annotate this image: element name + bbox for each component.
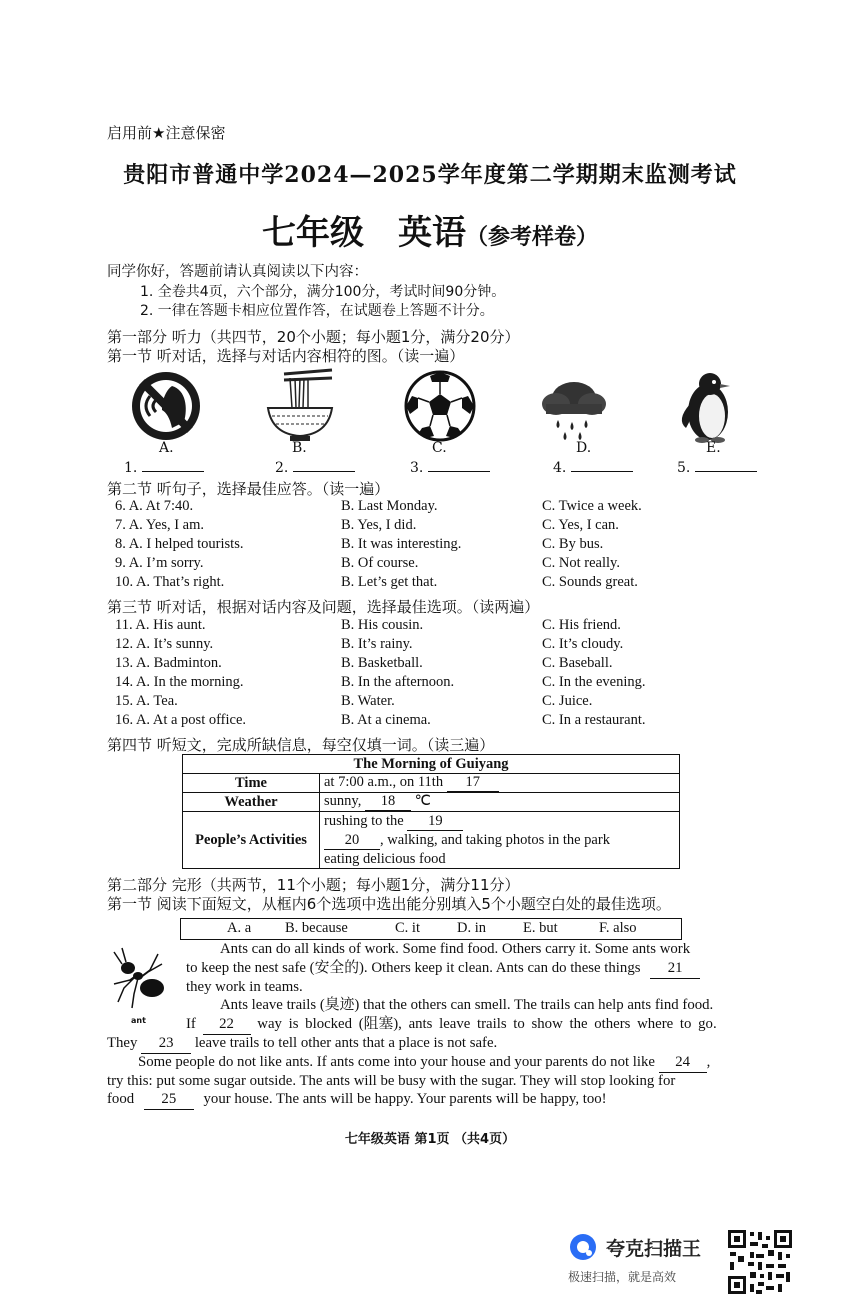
time-label: Time <box>183 774 320 793</box>
option-b: B. Of course. <box>341 555 419 571</box>
table-title: The Morning of Guiyang <box>183 755 680 774</box>
notice-intro: 同学你好，答题前请认真阅读以下内容： <box>107 264 368 280</box>
brand-slogan: 极速扫描，就是高效 <box>568 1270 677 1284</box>
option-b: B. At a cinema. <box>341 712 431 728</box>
blank-20: 20 <box>324 831 380 850</box>
passage-line: to keep the nest safe (安全的). Others keep it clean. Ants can do these things 21 <box>186 959 700 979</box>
option-b: B. Water. <box>341 693 395 709</box>
answer-blank-5 <box>677 457 757 476</box>
option-a: 13. A. Badminton. <box>115 655 222 671</box>
option-c: C. Juice. <box>542 693 593 709</box>
exam-title: 贵阳市普通中学2024—2025学年度第二学期期末监测考试 <box>123 162 737 188</box>
blank-17: 17 <box>447 774 499 792</box>
option: C. it <box>395 920 420 936</box>
ant-caption: ant <box>131 1016 146 1025</box>
pic-label: C. <box>432 440 447 456</box>
brand-name: 夸克扫描王 <box>606 1238 702 1260</box>
time-value: at 7:00 a.m., on 11th 17 <box>320 774 680 793</box>
passage-line: If 22 way is blocked (阻塞), ants leave trails to show the others where to go. <box>186 1015 717 1035</box>
option: D. in <box>457 920 486 936</box>
penguin-icon <box>672 368 748 444</box>
answer-blank-4 <box>553 457 633 476</box>
passage-line: Ants leave trails (臭迹) that the others can smell. The trails can help ants find food. <box>220 997 714 1013</box>
blank-19: 19 <box>407 812 463 831</box>
option-a: 6. A. At 7:40. <box>115 498 194 514</box>
blank-number: 3. <box>410 460 424 476</box>
scanner-watermark <box>568 1232 728 1292</box>
blank-22: 22 <box>203 1015 251 1035</box>
option: A. a <box>227 920 252 936</box>
option-c: C. By bus. <box>542 536 604 552</box>
option-b: B. Last Monday. <box>341 498 438 514</box>
option-b: B. It was interesting. <box>341 536 462 552</box>
info-table <box>182 754 680 869</box>
option-c: C. His friend. <box>542 617 621 633</box>
option-b: B. Basketball. <box>341 655 423 671</box>
option-b: B. Let’s get that. <box>341 574 438 590</box>
sec2-heading: 第二节 听句子，选择最佳应答。（读一遍） <box>107 480 390 498</box>
option: E. but <box>523 920 558 936</box>
option-a: 15. A. Tea. <box>115 693 178 709</box>
subject-note: （参考样卷） <box>465 224 598 250</box>
option-c: C. In a restaurant. <box>542 712 646 728</box>
answer-blank-3 <box>410 457 490 476</box>
option-a: 12. A. It’s sunny. <box>115 636 214 652</box>
blank-18: 18 <box>365 793 411 811</box>
option-a: 7. A. Yes, I am. <box>115 517 205 533</box>
option-c: C. Baseball. <box>542 655 613 671</box>
option-a: 16. A. At a post office. <box>115 712 247 728</box>
notice-item: 1. 全卷共4页，六个部分，满分100分，考试时间90分钟。 <box>140 284 506 300</box>
part1-heading: 第一部分 听力（共四节，20个小题；每小题1分，满分20分） <box>107 328 520 346</box>
option-c: C. Sounds great. <box>542 574 638 590</box>
qr-code-icon <box>726 1228 794 1296</box>
pic-label: D. <box>576 440 592 456</box>
page-footer: 七年级英语 第1页 （共4页） <box>344 1132 516 1147</box>
blank-23: 23 <box>141 1034 191 1054</box>
option: B. because <box>285 920 348 936</box>
rain-cloud-icon <box>536 368 612 444</box>
ant-illustration <box>108 946 170 1010</box>
option: F. also <box>599 920 637 936</box>
part2-heading: 第二部分 完形（共两节，11个小题；每小题1分，满分11分） <box>107 876 520 894</box>
option-b: B. In the afternoon. <box>341 674 455 690</box>
subject-name: 七年级 英语 <box>261 213 466 253</box>
blank-24: 24 <box>659 1053 707 1073</box>
sec4-heading: 第四节 听短文，完成所缺信息，每空仅填一词。（读三遍） <box>107 736 495 754</box>
passage-line: they work in teams. <box>186 979 303 995</box>
option-b: B. Yes, I did. <box>341 517 417 533</box>
confidential-note: 启用前★注意保密 <box>107 124 226 142</box>
blank-25: 25 <box>144 1090 194 1110</box>
blank-number: 1. <box>124 460 138 476</box>
subject-title <box>0 205 860 254</box>
option-c: C. In the evening. <box>542 674 646 690</box>
option-b: B. His cousin. <box>341 617 424 633</box>
soccer-ball-icon <box>402 368 478 444</box>
passage-line: Ants can do all kinds of work. Some find food. Others carry it. Some ants work <box>220 941 691 957</box>
sec3-heading: 第三节 听对话，根据对话内容及问题，选择最佳选项。（读两遍） <box>107 598 540 616</box>
passage-line: Some people do not like ants. If ants come into your house and your parents do not like 24 , <box>138 1053 710 1073</box>
options-box <box>180 918 682 940</box>
quark-logo-icon <box>568 1232 598 1262</box>
noodles-bowl-icon <box>262 368 338 444</box>
activities-value: rushing to the 19 20 , walking, and taking photos in the park eating delicious food <box>320 812 680 869</box>
blank-21: 21 <box>650 959 700 979</box>
part2-sec1-heading: 第一节 阅读下面短文，从框内6个选项中选出能分别填入5个小题空白处的最佳选项。 <box>107 895 671 913</box>
blank-number: 5. <box>677 460 691 476</box>
blank-number: 2. <box>275 460 289 476</box>
answer-blank-1 <box>124 457 204 476</box>
option-b: B. It’s rainy. <box>341 636 413 652</box>
no-talking-icon <box>128 368 204 444</box>
passage-line: try this: put some sugar outside. The ants will be busy with the sugar. They will stop looking for <box>107 1073 676 1089</box>
blank-number: 4. <box>553 460 567 476</box>
option-c: C. Twice a week. <box>542 498 642 514</box>
pic-label: E. <box>706 440 721 456</box>
option-c: C. Yes, I can. <box>542 517 619 533</box>
option-a: 8. A. I helped tourists. <box>115 536 244 552</box>
option-a: 10. A. That’s right. <box>115 574 225 590</box>
option-a: 11. A. His aunt. <box>115 617 206 633</box>
sec1-heading: 第一节 听对话，选择与对话内容相符的图。（读一遍） <box>107 347 465 365</box>
passage-line: food 25 your house. The ants will be happy. Your parents will be happy, too! <box>107 1090 607 1110</box>
option-a: 9. A. I’m sorry. <box>115 555 204 571</box>
option-c: C. It’s cloudy. <box>542 636 624 652</box>
notice-item: 2. 一律在答题卡相应位置作答，在试题卷上答题不计分。 <box>140 303 494 319</box>
pic-label: B. <box>292 440 307 456</box>
option-a: 14. A. In the morning. <box>115 674 244 690</box>
option-c: C. Not really. <box>542 555 620 571</box>
activities-label: People’s Activities <box>183 812 320 869</box>
weather-value: sunny, 18 ℃ <box>320 793 680 812</box>
passage-line: They 23 leave trails to tell other ants that a place is not safe. <box>107 1034 497 1054</box>
weather-label: Weather <box>183 793 320 812</box>
answer-blank-2 <box>275 457 355 476</box>
pic-label: A. <box>159 440 174 456</box>
